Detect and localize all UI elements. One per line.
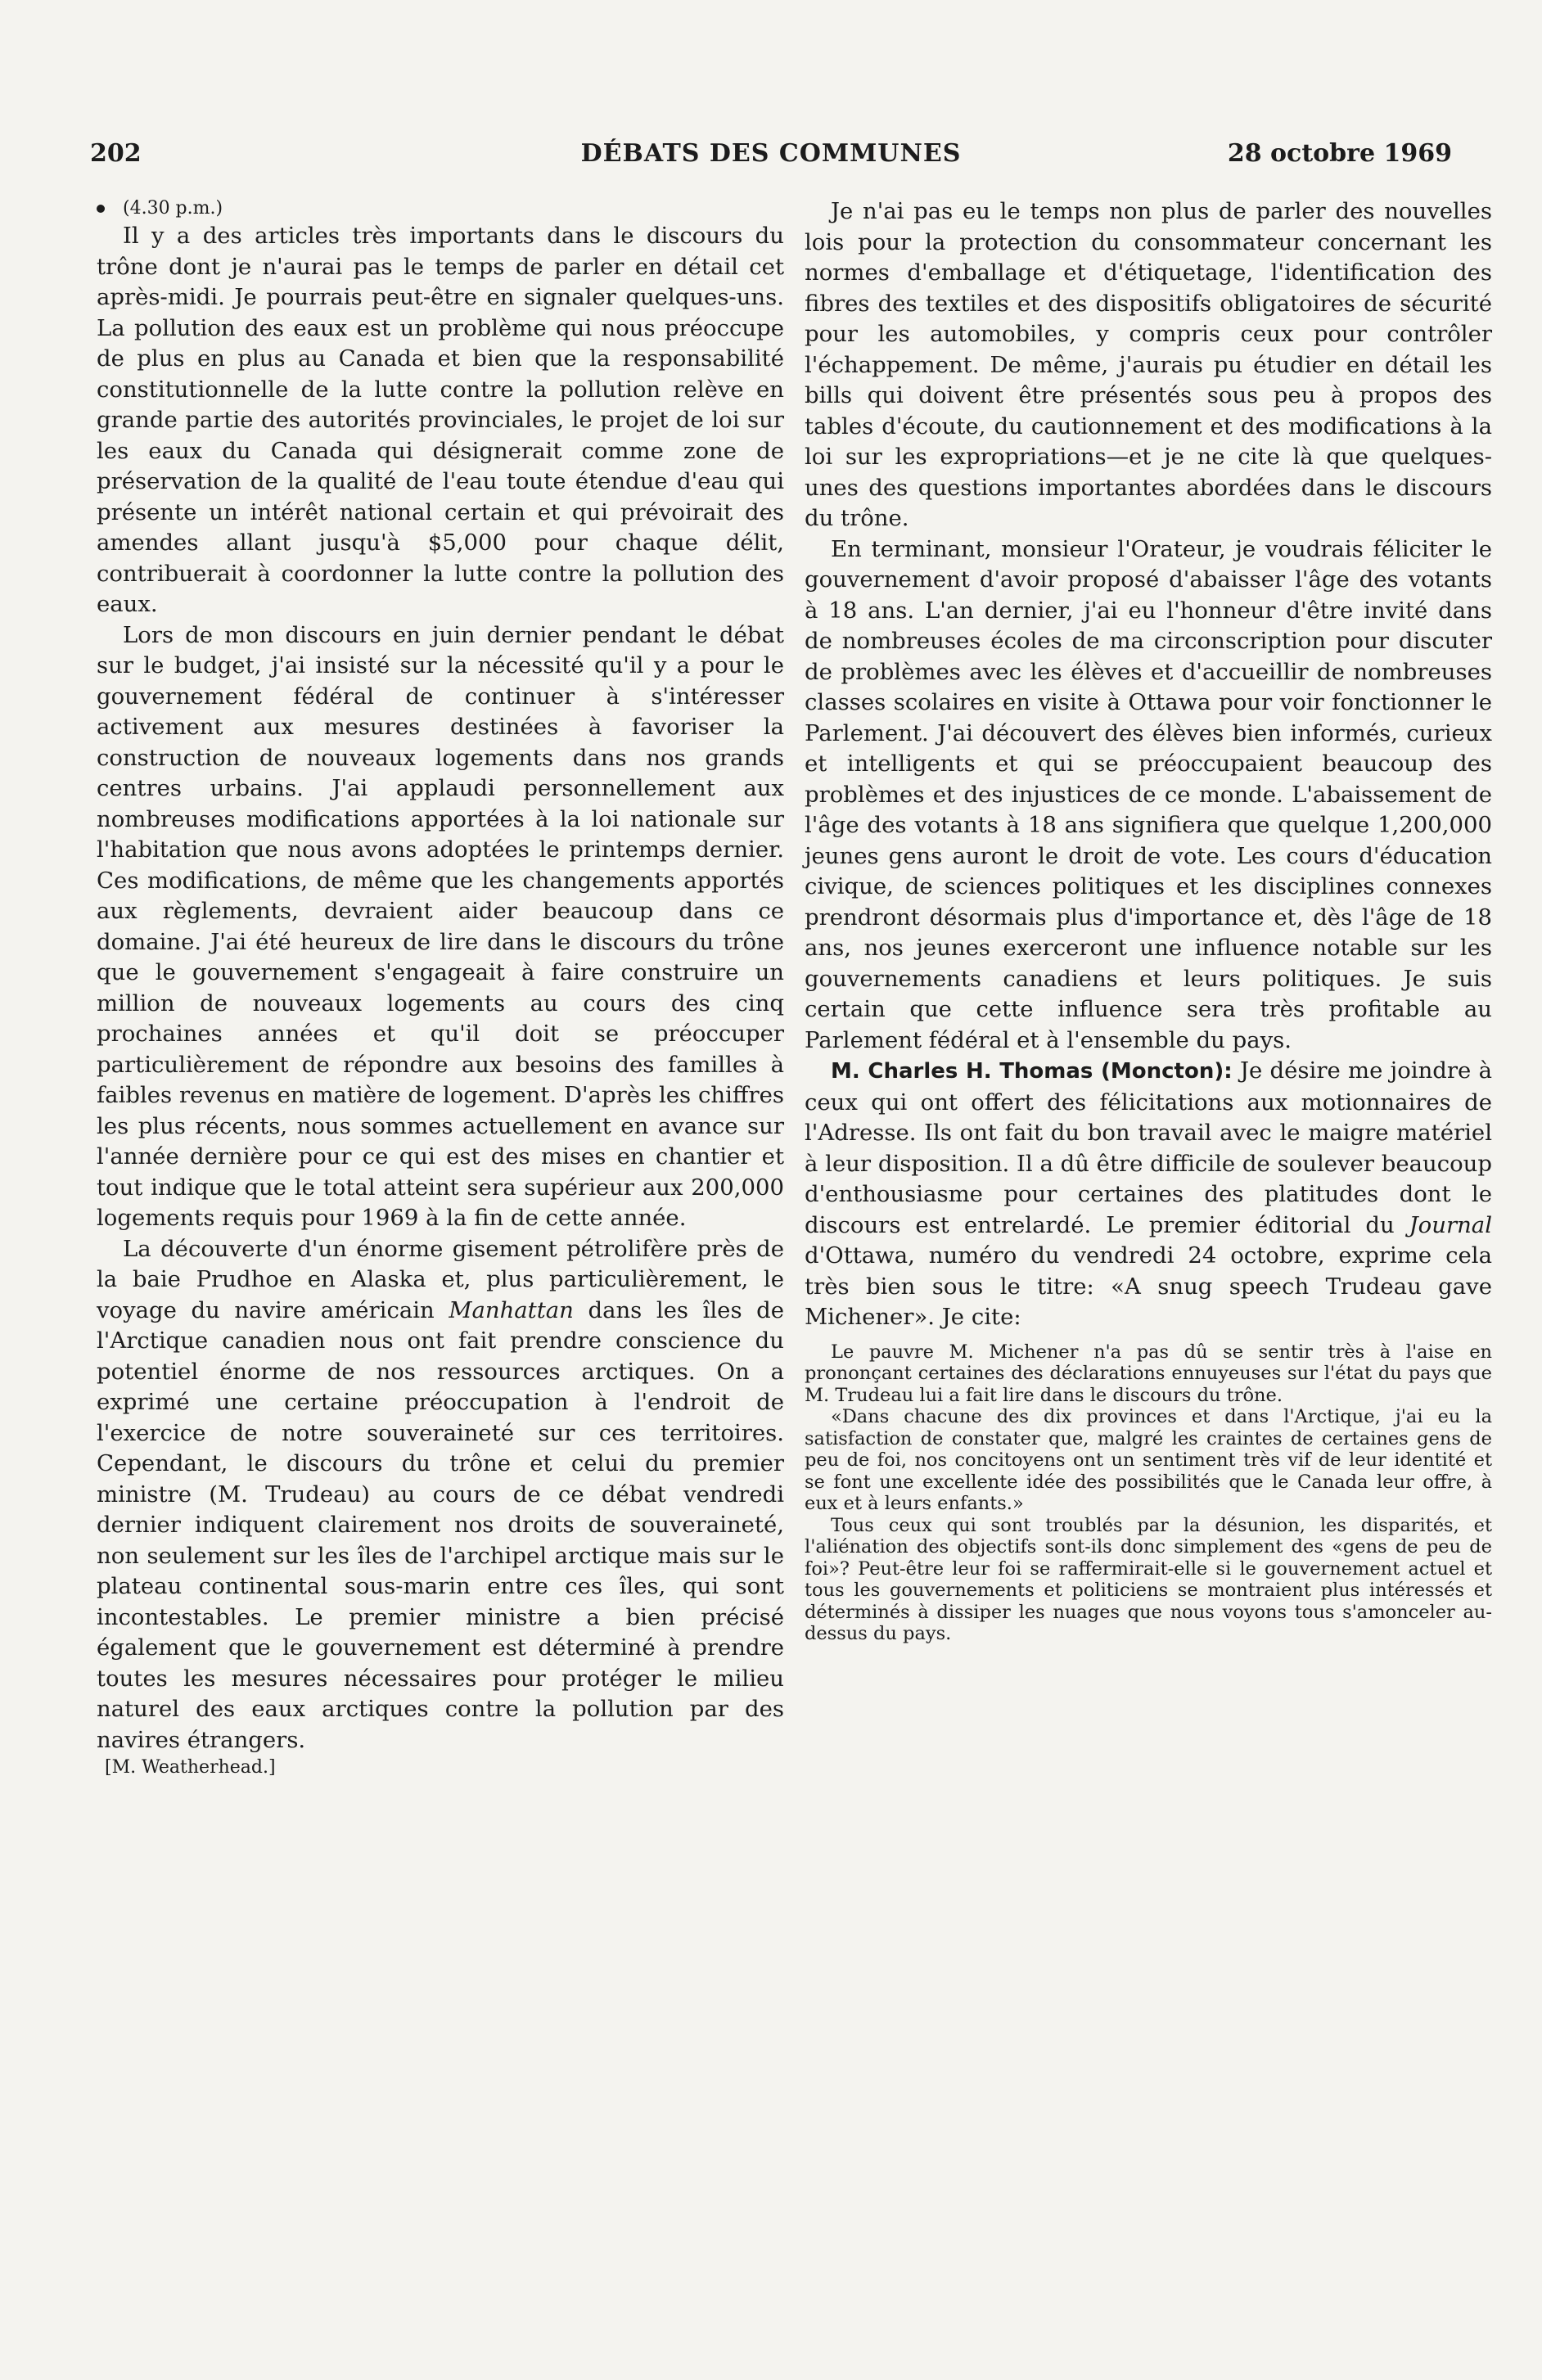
page-date: 28 octobre 1969: [1227, 139, 1452, 168]
time-text: (4.30 p.m.): [123, 198, 223, 219]
quote-paragraph-1: Le pauvre M. Michener n'a pas dû se sentir très à l'aise en prononçant certaines des déclarations ennuyeuses sur l'état du pays que M. Trudeau lui a fait lire dans le discours du trône.: [805, 1341, 1492, 1406]
bullet-icon: [97, 205, 105, 213]
paragraph-water-pollution: Il y a des articles très importants dans le discours du trône dont je n'aurai pas le temps de parler en détail cet après-midi. Je pourrais peut-être en signaler quelques-uns. La pollution des eaux est un problème qui nous préoccupe de plus en plus au Canada et bien que la responsabilité constitutionnelle de la lutte contre la pollution relève en grande partie des autorités provinciales, le projet de loi sur les eaux du Canada qui désignerait comme zone de préservation de la qualité de l'eau toute étendue d'eau qui présente un intérêt national certain et qui prévoirait des amendes allant jusqu'à $5,000 pour chaque délit, contribuerait à coordonner la lutte contre la pollution des eaux.: [97, 223, 784, 617]
right-column: [805, 196, 1492, 1645]
paragraph-arctic-part1: La découverte d'un énorme gisement pétrolifère près de la baie Prudhoe en Alaska et, plus particulièrement, le voyage du navire américain: [97, 1235, 784, 1323]
paragraph-thomas-part2: d'Ottawa, numéro du vendredi 24 octobre, exprime cela très bien sous le titre: «A snug speech Trudeau gave Michener». Je cite:: [805, 1242, 1492, 1330]
ship-name: Manhattan: [449, 1296, 574, 1323]
paragraph-arctic-part2: dans les îles de l'Arctique canadien nous ont fait prendre conscience du potentiel énorme de nos ressources arctiques. On a exprimé une certaine préoccupation à l'endroit de l'exercice de notre souveraineté sur ces territoires. Cependant, le discours du trône et celui du premier ministre (M. Trudeau) au cours de ce débat vendredi dernier indiquent clairement nos droits de souveraineté, non seulement sur les îles de l'archipel arctique mais sur le plateau continental sous-marin entre ces îles, qui sont incontestables. Le premier ministre a bien précisé également que le gouvernement est déterminé à prendre toutes les mesures nécessaires pour protéger le milieu naturel des eaux arctiques contre la pollution par des navires étrangers.: [97, 1296, 785, 1753]
left-column: [97, 196, 784, 1780]
newspaper-name: Journal: [1409, 1211, 1492, 1238]
quote-paragraph-3: Tous ceux qui sont troublés par la désunion, les disparités, et l'aliénation des objectifs sont-ils donc simplement des «gens de peu de foi»? Peut-être leur foi se raffermirait-elle si le gouvernement actuel et tous les gouvernements et politiciens se montraient plus intéressés et déterminés à dissiper les nuages que nous voyons tous s'amonceler au-dessus du pays.: [805, 1514, 1492, 1644]
page-title: DÉBATS DES COMMUNES: [580, 139, 962, 168]
speaker-name: M. Charles H. Thomas (Moncton):: [831, 1059, 1233, 1084]
editorial-quote: [805, 1341, 1492, 1645]
paragraph-voting-age: En terminant, monsieur l'Orateur, je voudrais féliciter le gouvernement d'avoir proposé d'abaisser l'âge des votants à 18 ans. L'an dernier, j'ai eu l'honneur d'être invité dans de nombreuses écoles de ma circonscription pour discuter de problèmes avec les élèves et d'accueillir de nombreuses classes scolaires en visite à Ottawa pour voir fonctionner le Parlement. J'ai découvert des élèves bien informés, curieux et intelligents et qui se préoccupaient beaucoup des problèmes et des injustices de ce monde. L'abaissement de l'âge des votants à 18 ans signifiera que quelque 1,200,000 jeunes gens auront le droit de vote. Les cours d'éducation civique, de sciences politiques et les disciplines connexes prendront désormais plus d'importance et, dès l'âge de 18 ans, nos jeunes exerceront une influence notable sur les gouvernements canadiens et leurs politiques. Je suis certain que cette influence sera très profitable au Parlement fédéral et à l'ensemble du pays.: [805, 535, 1492, 1053]
quote-paragraph-2: «Dans chacune des dix provinces et dans l'Arctique, j'ai eu la satisfaction de constater que, malgré les craintes de certaines gens de peu de foi, nos concitoyens ont un sentiment très vif de leur identité et se font une excellente idée des possibilités que le Canada leur offre, à eux et à leurs enfants.»: [805, 1406, 1492, 1514]
paragraph-consumer-laws: Je n'ai pas eu le temps non plus de parler des nouvelles lois pour la protection du consommateur concernant les normes d'emballage et d'étiquetage, l'identification des fibres des textiles et des dispositifs obligatoires de sécurité pour les automobiles, y compris ceux pour contrôler l'échappement. De même, j'aurais pu étudier en détail les bills qui doivent être présentés sous peu à propos des tables d'écoute, du cautionnement et des modifications à la loi sur les expropriations—et je ne cite là que quelques-unes des questions importantes abordées dans le discours du trône.: [805, 198, 1492, 531]
page-number: 202: [90, 139, 142, 168]
time-stamp: [97, 196, 784, 221]
paragraph-arctic: [97, 1234, 784, 1756]
paragraph-thomas: [805, 1056, 1492, 1333]
page-header: [90, 139, 1452, 180]
paragraph-housing: Lors de mon discours en juin dernier pendant le débat sur le budget, j'ai insisté sur la nécessité qu'il y a pour le gouvernement fédéral de continuer à s'intéresser activement aux mesures destinées à favoriser la construction de nouveaux logements dans nos grands centres urbains. J'ai applaudi personnellement aux nombreuses modifications apportées à la loi nationale sur l'habitation que nous avons adoptées le printemps dernier. Ces modifications, de même que les changements apportés aux règlements, devraient aider beaucoup dans ce domaine. J'ai été heureux de lire dans le discours du trône que le gouvernement s'engageait à faire construire un million de nouveaux logements au cours des cinq prochaines années et qu'il doit se préoccuper particulièrement de répondre aux besoins des familles à faibles revenus en matière de logement. D'après les chiffres les plus récents, nous sommes actuellement en avance sur l'année dernière pour ce qui est des mises en chantier et tout indique que le total atteint sera supérieur aux 200,000 logements requis pour 1969 à la fin de cette année.: [97, 621, 784, 1231]
speaker-attribution: [M. Weatherhead.]: [105, 1757, 276, 1778]
paragraph-thomas-part1: Je désire me joindre à ceux qui ont offert des félicitations aux motionnaires de l'Adresse. Ils ont fait du bon travail avec le maigre matériel à leur disposition. Il a dû être difficile de soulever beaucoup d'enthousiasme pour certaines des platitudes dont le discours est entrelardé. Le premier éditorial du: [805, 1057, 1492, 1238]
